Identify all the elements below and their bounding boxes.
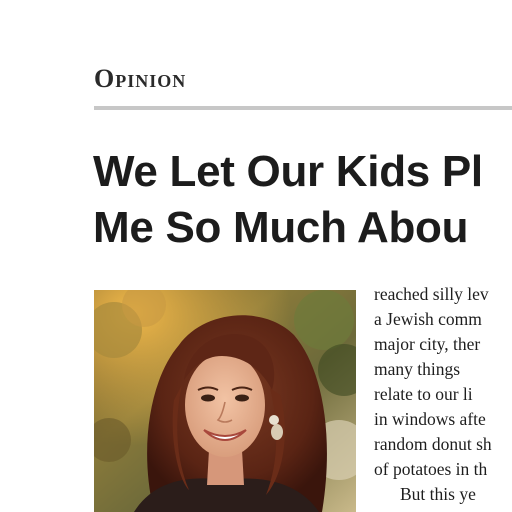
article-line: random donut sh [374,434,492,454]
article-line: reached silly lev [374,284,489,304]
article-line: But this ye [400,484,476,504]
section-label: Opinion [94,64,187,93]
article-line: major city, ther [374,334,481,354]
headline-line-2: Me So Much Abou [93,203,469,252]
article-line: relate to our li [374,384,473,404]
article-line: in windows afte [374,409,486,429]
article-line: of potatoes in th [374,459,488,479]
article-line: a Jewish comm [374,309,482,329]
author-photo [94,290,356,512]
author-photo-illustration [94,290,356,512]
headline [93,144,512,256]
article-body-column [374,282,512,507]
headline-line-1: We Let Our Kids Pl [93,147,483,196]
section-divider [94,106,512,110]
article-line: many things [374,359,461,379]
